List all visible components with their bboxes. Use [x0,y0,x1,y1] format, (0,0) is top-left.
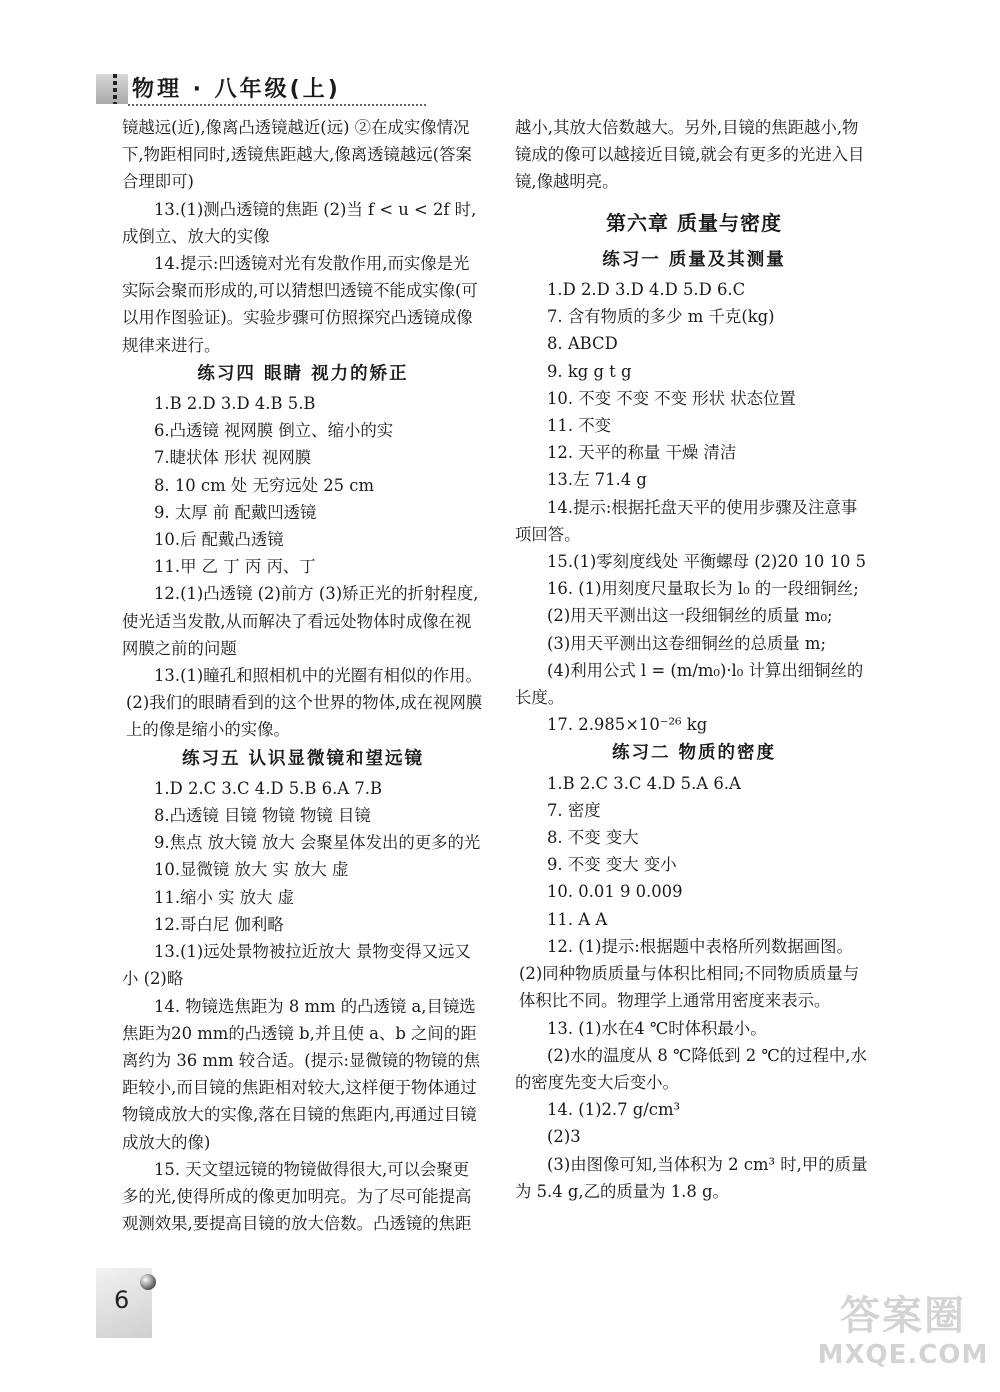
answer-paragraph: 8.凸透镜 目镜 物镜 物镜 目镜 [154,806,371,826]
answer-paragraph: 15.(1)零刻度线处 平衡螺母 (2)20 10 10 5 [547,552,867,572]
answer-paragraph: 14.提示:根据托盘天平的使用步骤及注意事项回答。 [515,497,858,544]
watermark-logo [808,1293,998,1370]
section-heading: 练习一 质量及其测量 [602,249,786,270]
header-dotted-rule [128,104,426,106]
answer-paragraph: 15. 天文望远镜的物镜做得很大,可以会聚更多的光,使得所成的像更加明亮。为了尽可能提高观测效果,要提高目镜的放大倍数。凸透镜的焦距 [122,1159,472,1234]
answer-paragraph: (2)我们的眼睛看到的这个世界的物体,成在视网膜上的像是缩小的实像。 [126,693,483,740]
answer-paragraph: 镜越远(近),像离凸透镜越近(远) ②在成实像情况下,物距相同时,透镜焦距越大,像离透镜越远(答案合理即可) [122,118,472,192]
answer-paragraph: 14. (1)2.7 g/cm³ [547,1100,681,1120]
answer-paragraph: 14. 物镜选焦距为 8 mm 的凸透镜 a,目镜选焦距为20 mm的凸透镜 b,并且使 a、b 之间的距离约为 36 mm 较合适。(提示:显微镜的物镜的焦距较小,而目镜的焦距相对较大,这样便于物体通过物镜成放大的实像,落在目镜的焦距内,再通过目镜成放大的像) [122,996,481,1152]
answer-paragraph: 13. (1)水在4 ℃时体积最小。 [547,1018,767,1038]
answer-paragraph: 13.(1)测凸透镜的焦距 (2)当 f < u < 2f 时,成倒立、放大的实像 [122,199,477,246]
section-heading: 练习四 眼睛 视力的矫正 [197,363,409,384]
answer-paragraph: (2)用天平测出这一段细铜丝的质量 m₀; [547,606,833,626]
answer-paragraph: 17. 2.985×10⁻²⁶ kg [547,715,708,735]
answer-paragraph: 10. 不变 不变 不变 形状 状态位置 [547,388,796,408]
answer-paragraph: 11.缩小 实 放大 虚 [154,887,295,907]
answer-paragraph: 14.提示:凹透镜对光有发散作用,而实像是光实际会聚而形成的,可以猜想凹透镜不能成实像(可以用作图验证)。实验步骤可仿照探究凸透镜成像规律来进行。 [122,254,478,355]
answer-paragraph: 11. A A [547,909,608,929]
answer-paragraph: 8. 不变 变大 [547,828,639,848]
answer-paragraph: 6.凸透镜 视网膜 倒立、缩小的实 [154,421,394,441]
running-header-title: 物理 · 八年级(上) [132,77,341,102]
answer-paragraph: (3)由图像可知,当体积为 2 cm³ 时,甲的质量为 5.4 g,乙的质量为 1.8 g。 [515,1154,868,1201]
answer-paragraph: 16. (1)用刻度尺量取长为 l₀ 的一段细铜丝; [547,579,859,599]
answer-paragraph: 1.B 2.D 3.D 4.B 5.B [154,394,316,414]
answer-paragraph: 13.(1)瞳孔和照相机中的光圈有相似的作用。 [154,666,482,686]
answer-paragraph: 13.(1)远处景物被拉近放大 景物变得又远又小 (2)略 [122,942,471,989]
answer-paragraph: (3)用天平测出这卷细铜丝的总质量 m; [547,633,826,653]
section-heading: 练习二 物质的密度 [611,743,777,764]
answer-paragraph: (2)水的温度从 8 ℃降低到 2 ℃的过程中,水的密度先变大后变小。 [515,1045,867,1092]
answer-paragraph: 10.后 配戴凸透镜 [154,530,284,550]
answer-paragraph: 7. 密度 [547,800,601,820]
answer-paragraph: 1.B 2.C 3.C 4.D 5.A 6.A [547,773,741,793]
answer-paragraph: 1.D 2.C 3.C 4.D 5.B 6.A 7.B [154,778,383,798]
watermark-url: MXQE.COM [817,1340,989,1370]
watermark-text: 答案圈 [840,1293,966,1339]
page-number: 6 [114,1286,130,1314]
left-column [122,114,484,1237]
answer-paragraph: 12. 天平的称量 干燥 清洁 [547,443,737,463]
answer-paragraph: 9.焦点 放大镜 放大 会聚星体发出的更多的光 [154,833,481,853]
answer-paragraph: 12. (1)提示:根据题中表格所列数据画图。 [547,936,853,956]
answer-paragraph: 8. 10 cm 处 无穷远处 25 cm [154,475,375,495]
answer-paragraph: (4)利用公式 l = (m/m₀)·l₀ 计算出细铜丝的长度。 [515,660,864,708]
answer-paragraph: 13.左 71.4 g [547,470,647,490]
answer-paragraph: 11.甲 乙 丁 丙 丙、丁 [154,557,316,577]
answer-paragraph: 10.显微镜 放大 实 放大 虚 [154,860,349,880]
section-heading: 练习五 认识显微镜和望远镜 [181,748,425,769]
answer-paragraph: 12.哥白尼 伽利略 [154,914,284,934]
answer-paragraph: 12.(1)凸透镜 (2)前方 (3)矫正光的折射程度,使光适当发散,从而解决了看远处物体时成像在视网膜之前的问题 [122,584,479,658]
answer-paragraph: (2)3 [547,1127,581,1147]
answer-paragraph: 9. 太厚 前 配戴凹透镜 [154,502,317,522]
right-column [515,114,873,1205]
chapter-heading: 第六章 质量与密度 [606,210,782,235]
answer-paragraph: 11. 不变 [547,416,612,436]
answer-paragraph: 10. 0.01 9 0.009 [547,882,683,902]
answer-paragraph: 7. 含有物质的多少 m 千克(kg) [547,307,775,327]
answer-paragraph: 9. kg g t g [547,361,632,381]
answer-paragraph: 8. ABCD [547,334,618,354]
answer-paragraph: (2)同种物质质量与体积比相同;不同物质质量与体积比不同。物理学上通常用密度来表示。 [519,964,860,1011]
answer-paragraph: 7.睫状体 形状 视网膜 [154,448,312,468]
decor-ball-icon [140,1274,156,1290]
answer-paragraph: 1.D 2.D 3.D 4.D 5.D 6.C [547,280,746,300]
header-decor-band [96,74,128,104]
answer-paragraph: 越小,其放大倍数越大。另外,目镜的焦距越小,物镜成的像可以越接近目镜,就会有更多的光进入目镜,像越明亮。 [515,118,865,192]
header-decor-ticks [113,74,117,104]
answer-paragraph: 9. 不变 变大 变小 [547,855,677,875]
